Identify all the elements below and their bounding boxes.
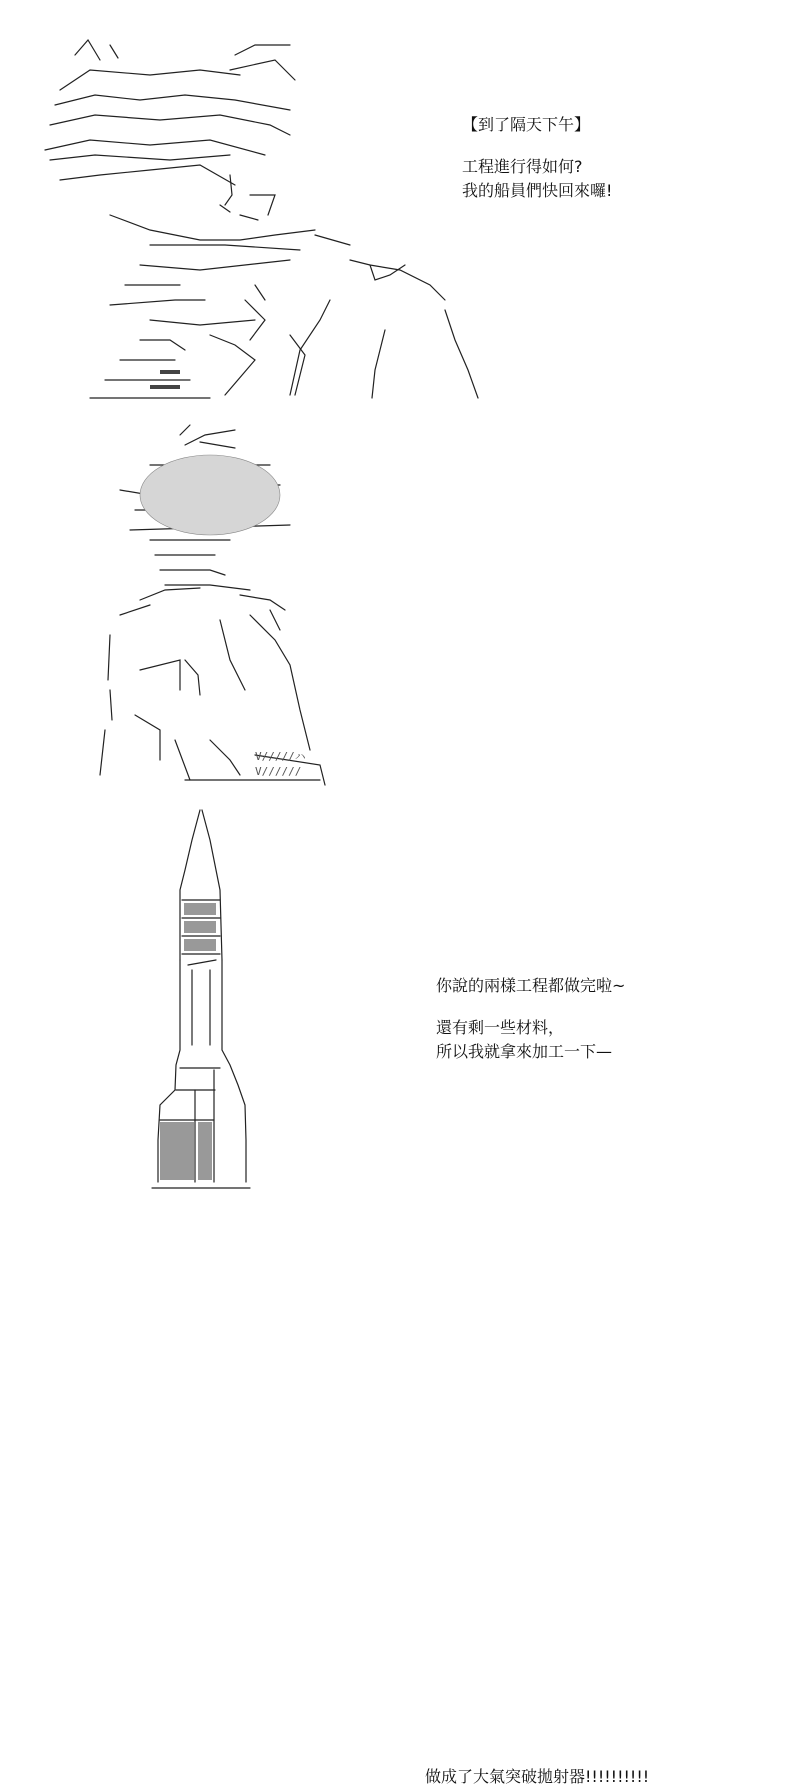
- scene-3-panel: [0, 800, 800, 1786]
- scene-1-line-2: 我的船員們快回來囉!: [462, 181, 613, 200]
- svg-text:V//////: V//////: [255, 765, 302, 778]
- shaded-character-ascii-art: [0, 420, 800, 800]
- scene-1-heading: 【到了隔天下午】: [462, 115, 591, 134]
- rocket-ascii-art: [0, 800, 800, 1200]
- svg-text:V/////ハ: V/////ハ: [255, 750, 306, 763]
- scene-1-line-1: 工程進行得如何?: [462, 157, 583, 176]
- scene-2-line-2: 還有剩一些材料，: [436, 1018, 565, 1037]
- scene-2-line-3: 所以我就拿來加工一下—: [436, 1042, 613, 1061]
- scene-1-dialogue: [462, 113, 612, 203]
- scene-2-panel: [0, 420, 800, 1061]
- scene-3-dialogue: [425, 1765, 649, 1789]
- scene-3-line-1: 做成了大氣突破拋射器!!!!!!!!!!: [425, 1767, 650, 1786]
- character-portrait-ascii-art: [0, 0, 800, 420]
- scene-2-line-1: 你說的兩樣工程都做完啦~: [436, 976, 626, 995]
- scene-1-panel: [0, 0, 800, 420]
